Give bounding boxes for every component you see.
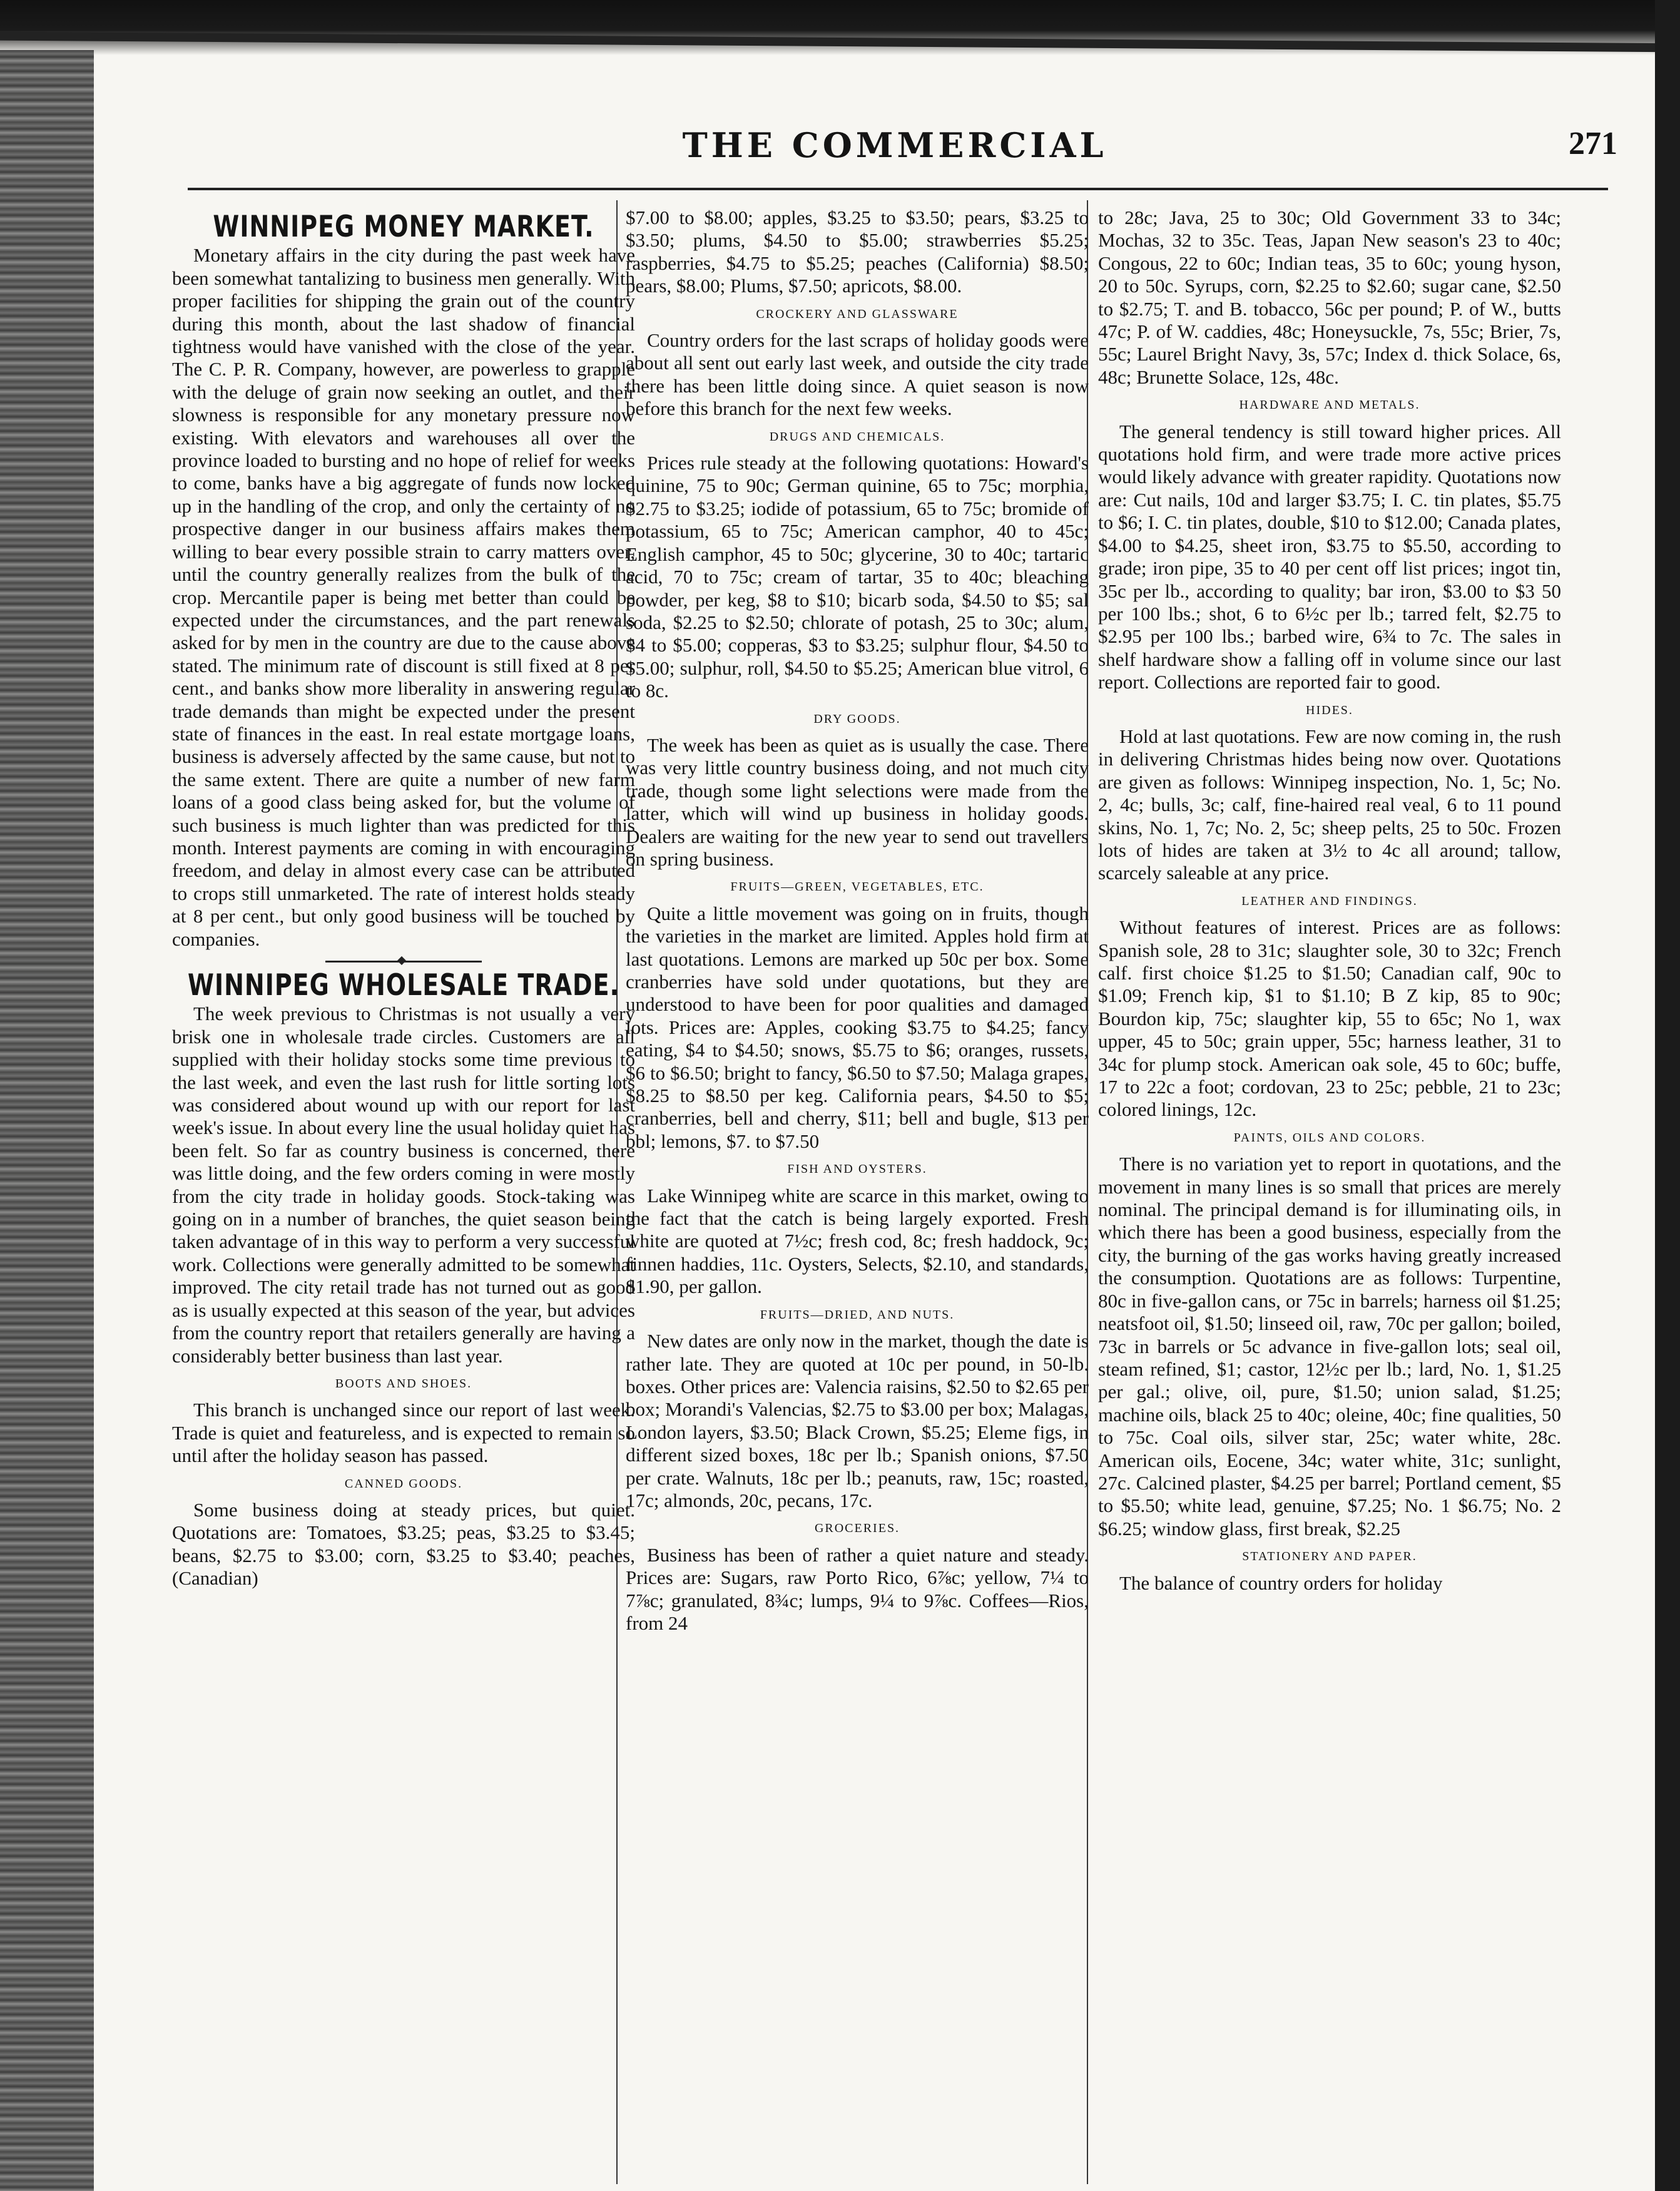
section-heading: WINNIPEG MONEY MARKET.: [213, 209, 594, 244]
subsection-heading: FRUITS—GREEN, VEGETABLES, ETC.: [730, 880, 984, 894]
subsection-heading: BOOTS AND SHOES.: [335, 1376, 472, 1391]
subsection-heading: DRY GOODS.: [813, 712, 901, 726]
page-top-edge: [0, 0, 1680, 55]
article-paragraph: Prices rule steady at the following quotations: Howard's quinine, 75 to 90c; German quinine, 65 to 75c; morphia, $2.75 to $3.25; iodide of potassium, 65 to 75c; bromide of potassium, 65 to 75c; American camphor, 40 to 45c; English camphor, 45 to 50c; glycerine, 30 to 40c; tartaric acid, 70 to 75c; cream of tartar, 35 to 40c; bleaching powder, per keg, $8 to $10; bicarb soda, $4.50 to $5; sal soda, $2.25 to $2.50; chlorate of potash, 25 to 30c; alum, $4 to $5.00; copperas, $3 to $3.25; sulphur flour, $4.50 to $5.00; sulphur, roll, $4.50 to $5.25; American blue vitrol, 6 to 8c.: [626, 452, 1089, 702]
subsection-heading: STATIONERY AND PAPER.: [1242, 1550, 1417, 1564]
article-paragraph: This branch is unchanged since our report of last week. Trade is quiet and featureless, and is expected to remain so until after the holiday season has passed.: [172, 1399, 635, 1467]
article-paragraph: Country orders for the last scraps of holiday goods were about all sent out early last week, and outside the city trade there has been little doing since. A quiet season is now before this branch for the next few weeks.: [626, 329, 1089, 420]
page-number: 271: [1569, 126, 1617, 161]
subsection-heading: CANNED GOODS.: [344, 1476, 463, 1491]
article-paragraph: Without features of interest. Prices are as follows: Spanish sole, 28 to 31c; slaughter sole, 30 to 32c; French calf. first choice $1.25 to $1.50; Canadian calf, 90c to $1.09; French kip, $1 to $1.10; B Z kip, 85 to 90c; Bourdon kip, 75c; slaughter kip, 55 to 65c; No 1, wax upper, 45 to 50c; grain upper, 55c; harness leather, 31 to 34c for plump stock. American oak sole, 45 to 60c; buffe, 17 to 22c a foot; cordovan, 23 to 25c; pebble, 21 to 23c; colored linings, 12c.: [1098, 916, 1561, 1121]
article-paragraph: Hold at last quotations. Few are now coming in, the rush in delivering Christmas hides being now over. Quotations are given as follows: Winnipeg inspection, No. 1, 5c; No. 2, 4c; bulls, 3c; calf, fine-haired real veal, 6 to 11 pound skins, No. 1, 7c; No. 2, 5c; sheep pelts, 25 to 50c. Frozen lots of hides are taken at 3½ to 4c all around; tallow, scarcely saleable at any price.: [1098, 725, 1561, 884]
subsection-heading: PAINTS, OILS AND COLORS.: [1233, 1130, 1426, 1145]
masthead: [100, 125, 1630, 181]
article-paragraph: New dates are only now in the market, though the date is rather late. They are quoted at 10c per pound, in 50-lb. boxes. Other prices are: Valencia raisins, $2.50 to $2.65 per box; Morandi's Valencias, $2.75 to $3.00 per box; Malagas, London layers, $3.50; Black Crown, $5.25; Eleme figs, in different sized boxes, 18c per lb.; Spanish onions, $7.50 per crate. Walnuts, 18c per lb.; peanuts, raw, 15c; roasted, 17c; almonds, 20c, pecans, 17c.: [626, 1330, 1089, 1511]
subsection-heading: FRUITS—DRIED, AND NUTS.: [760, 1307, 955, 1322]
article-paragraph: There is no variation yet to report in quotations, and the movement in many lines is so small that prices are merely nominal. The principal demand is for illuminating oils, in which there has been a good business, especially from the city, the burning of the gas works having greatly increased the consumption. Quotations are as follows: Turpentine, 80c in five-gallon cans, or 75c in barrels; harness oil $1.25; neatsfoot oil, $1.50; linseed oil, raw, 70c per gallon; boiled, 73c in barrels or 5c advance in five-gallon lots; seal oil, steam refined, $1; castor, 12½c per lb.; lard, No. 1, $1.25 per gal.; olive, oil, pure, $1.50; union salad, $1.25; machine oils, black 25 to 40c; oleine, 40c; fine qualities, 50 to 75c. Coal oils, silver star, 25c; water white, 28c. American oils, Eocene, 34c; water white, 31c; sunlight, 27c. Calcined plaster, $4.25 per barrel; Portland cement, $5 to $5.50; white lead, genuine, $7.25; No. 1 $6.75; No. 2 $6.25; window glass, first break, $2.25: [1098, 1153, 1561, 1540]
section-divider: [325, 961, 482, 963]
article-paragraph: The balance of country orders for holiday: [1119, 1571, 1443, 1594]
subsection-heading: HIDES.: [1306, 703, 1353, 717]
column-3: [1098, 207, 1561, 1595]
article-paragraph: The week previous to Christmas is not usually a very brisk one in wholesale trade circles. Customers are all supplied with their holiday stocks some time previous to the last week, and even the last rush for little sorting lots was considered about wound up with our report for last week's issue. In about every line the usual holiday quiet has been felt. So far as country business is concerned, there was little doing, and the few orders coming in were mostly from the city trade in holiday goods. Stock-taking was going on in a number of branches, the quiet season being taken advantage of in this way to perform a very successful work. Collections were generally admitted to be somewhat improved. The city retail trade has not turned out as good as is usually expected at this season of the year, but advices from the country report that retailers generally are having a considerably better business than last year.: [172, 1003, 635, 1367]
article-paragraph: Monetary affairs in the city during the past week have been somewhat tantalizing to business men generally. With proper facilities for shipping the grain out of the country during this month, about the last shadow of financial tightness would have vanished with the close of the year. The C. P. R. Company, however, are powerless to grapple with the deluge of grain now seeking an outlet, and their slowness is responsible for any monetary pressure now existing. With elevators and warehouses all over the province loaded to bursting and no hope of relief for weeks to come, banks have a big aggregate of funds now locked up in the handling of the crop, and only the certainty of no prospective danger in our business affairs makes them willing to bear every possible strain to carry matters over, until the country generally realizes from the bulk of the crop. Mercantile paper is being met better than could be expected under the circumstances, and the part renewals asked for by men in the country are due to the cause above stated. The minimum rate of discount is still fixed at 8 per cent., and banks show more liberality in answering regular trade demands than might be expected under the present state of finances in the east. In real estate mortgage loans, business is adversely affected by the same cause, but not to the same extent. There are quite a number of new farm loans of a good class being asked for, but the volume of such business is much lighter than was predicted for this month. Interest payments are coming in with encouraging freedom, and delay in almost every case can be attributed to crops still unmarketed. The rate of interest holds steady at 8 per cent., but only good business will be touched by companies.: [172, 244, 635, 950]
article-paragraph: Lake Winnipeg white are scarce in this market, owing to the fact that the catch is being largely exported. Fresh white are quoted at 7½c; fresh cod, 8c; fresh haddock, 9c; finnen haddies, 11c. Oysters, Selects, $2.10, and standards, $1.90, per gallon.: [626, 1184, 1089, 1298]
page-binding-edge: [0, 50, 94, 2191]
article-paragraph: The general tendency is still toward higher prices. All quotations hold firm, and were trade more active prices would likely advance with greater rapidity. Quotations now are: Cut nails, 10d and larger $3.75; I. C. tin plates, $5.75 to $6; I. C. tin plates, double, $10 to $12.00; Canada plates, $4.00 to $4.25, sheet iron, $3.75 to $5.50, according to grade; iron pipe, 35 to 40 per cent off list prices; ingot tin, 35c per lb., according to quality; bar iron, $3.00 to $3 50 per 100 lbs.; shot, 6 to 6½c per lb.; tarred felt, $2.75 to $2.95 per 100 lbs.; barbed wire, 6¾ to 7c. The sales in shelf hardware show a falling off in volume since our last report. Collections are reported fair to good.: [1098, 420, 1561, 693]
section-heading: WINNIPEG WHOLESALE TRADE.: [188, 968, 619, 1003]
subsection-heading: LEATHER AND FINDINGS.: [1241, 894, 1418, 908]
article-paragraph: Some business doing at steady prices, but quiet. Quotations are: Tomatoes, $3.25; peas, $3.25 to $3.45; beans, $2.75 to $3.00; corn, $3.25 to $3.40; peaches, (Canadian): [172, 1498, 635, 1590]
subsection-heading: HARDWARE AND METALS.: [1239, 398, 1420, 412]
article-paragraph: Business has been of rather a quiet nature and steady. Prices are: Sugars, raw Porto Rico, 6⅞c; yellow, 7¼ to 7⅞c; granulated, 8¾c; lumps, 9¼ to 9⅞c. Coffees—Rios, from 24: [626, 1543, 1089, 1634]
subsection-heading: DRUGS AND CHEMICALS.: [769, 429, 945, 444]
article-paragraph-continued: $7.00 to $8.00; apples, $3.25 to $3.50; pears, $3.25 to $3.50; plums, $4.50 to $5.00; strawberries $5.25; raspberries, $4.75 to $5.25; peaches (California) $8.50; pears, $8.00; Plums, $7.50; apricots, $8.00.: [626, 207, 1089, 297]
page-right-edge: [1655, 0, 1680, 2191]
article-paragraph: The week has been as quiet as is usually the case. There was very little country business doing, and not much city trade, though some light selections were made from the latter, which will wind up business in holiday goods. Dealers are waiting for the new year to send out travellers on spring business.: [626, 733, 1089, 870]
subsection-heading: CROCKERY AND GLASSWARE: [756, 307, 959, 321]
column-2: [626, 207, 1089, 1635]
publication-title: THE COMMERCIAL: [682, 125, 1107, 165]
article-paragraph-continued: to 28c; Java, 25 to 30c; Old Government 33 to 34c; Mochas, 32 to 35c. Teas, Japan New season's 23 to 40c; Congous, 22 to 60c; Indian teas, 35 to 60c; young hyson, 20 to 50c. Syrups, corn, $2.25 to $2.60; sugar cane, $2.50 to $2.75; T. and B. tobacco, 56c per pound; P. of W., butts 47c; P. of W. caddies, 48c; Honeysuckle, 7s, 55c; Brier, 7s, 55c; Laurel Bright Navy, 3s, 57c; Index d. thick Solace, 6s, 48c; Brunette Solace, 12s, 48c.: [1098, 207, 1561, 388]
article-paragraph: Quite a little movement was going on in fruits, though the varieties in the market are limited. Apples hold firm at last quotations. Lemons are marked up 50c per box. Some cranberries have sold under quotations, but they are understood to have been for poor qualities and damaged lots. Prices are: Apples, cooking $3.75 to $4.25; fancy eating, $4 to $4.50; snows, $5.75 to $6; oranges, russets, $6 to $6.50; bright to fancy, $6.50 to $7.50; Malaga grapes, $8.25 to $8.50 per keg. California pears, $4.50 to $5; cranberries, bell and cherry, $11; bell and bugle, $13 per bbl; lemons, $7. to $7.50: [626, 902, 1089, 1152]
subsection-heading: GROCERIES.: [814, 1521, 900, 1536]
subsection-heading: FISH AND OYSTERS.: [787, 1162, 927, 1177]
column-1: [172, 207, 635, 1590]
masthead-rule: [188, 188, 1608, 190]
